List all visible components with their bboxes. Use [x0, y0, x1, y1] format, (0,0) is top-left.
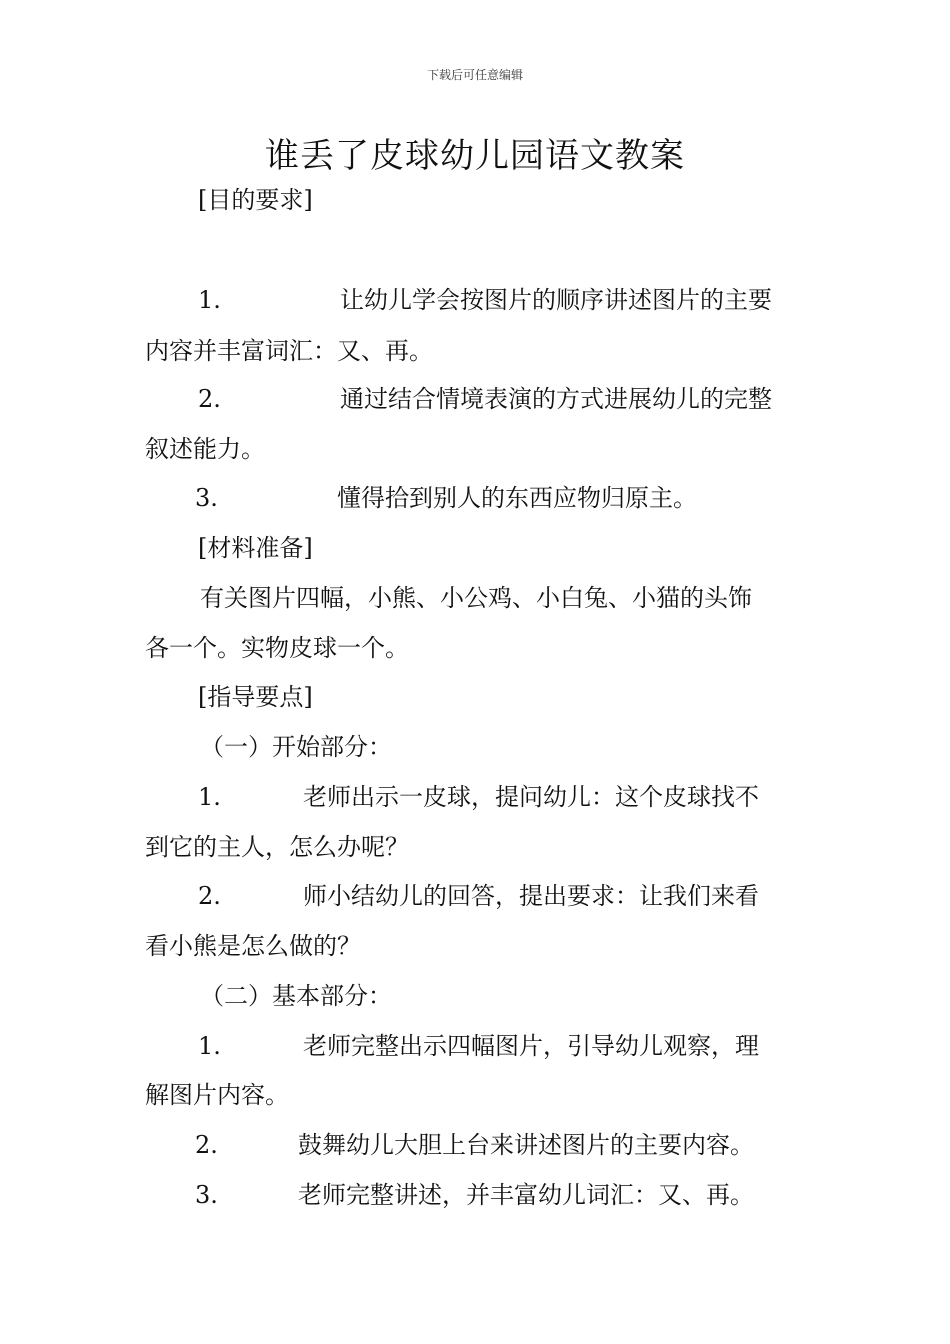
- part1-item-2-continued: 看小熊是怎么做的？: [145, 932, 361, 960]
- part2-item-1-text: 老师完整出示四幅图片，引导幼儿观察，理: [303, 1032, 759, 1060]
- goals-heading: [目的要求]: [198, 186, 313, 214]
- goal-2-continued: 叙述能力。: [145, 435, 265, 463]
- goal-2-number: 2.: [198, 385, 221, 413]
- goal-3-text: 懂得拾到别人的东西应物归原主。: [337, 484, 697, 512]
- materials-line-2: 各一个。实物皮球一个。: [145, 634, 409, 662]
- header-note: 下载后可任意编辑: [426, 68, 523, 82]
- part2-item-3-text: 老师完整讲述，并丰富幼儿词汇：又、再。: [298, 1181, 754, 1209]
- part2-item-2-text: 鼓舞幼儿大胆上台来讲述图片的主要内容。: [298, 1131, 754, 1159]
- guide-heading: [指导要点]: [198, 683, 313, 711]
- materials-line-1: 有关图片四幅，小熊、小公鸡、小白兔、小猫的头饰: [200, 584, 752, 612]
- part1-item-1-text: 老师出示一皮球，提问幼儿：这个皮球找不: [303, 783, 759, 811]
- goal-1-continued: 内容并丰富词汇：又、再。: [145, 337, 433, 365]
- materials-heading: [材料准备]: [198, 534, 313, 562]
- part1-item-2-text: 师小结幼儿的回答，提出要求：让我们来看: [303, 882, 759, 910]
- goal-3-number: 3.: [195, 484, 218, 512]
- goal-1-text: 让幼儿学会按图片的顺序讲述图片的主要: [340, 286, 772, 314]
- goal-1-number: 1.: [198, 286, 221, 314]
- part2-item-1-continued: 解图片内容。: [145, 1081, 289, 1109]
- part2-item-1-number: 1.: [198, 1032, 221, 1060]
- part2-heading: （二）基本部分：: [200, 982, 392, 1010]
- part1-item-1-number: 1.: [198, 783, 221, 811]
- document-title: 谁丢了皮球幼儿园语文教案: [265, 136, 685, 176]
- part1-item-1-continued: 到它的主人，怎么办呢？: [145, 833, 409, 861]
- part1-heading: （一）开始部分：: [200, 733, 392, 761]
- part2-item-2-number: 2.: [195, 1131, 218, 1159]
- part2-item-3-number: 3.: [195, 1181, 218, 1209]
- part1-item-2-number: 2.: [198, 882, 221, 910]
- goal-2-text: 通过结合情境表演的方式进展幼儿的完整: [340, 385, 772, 413]
